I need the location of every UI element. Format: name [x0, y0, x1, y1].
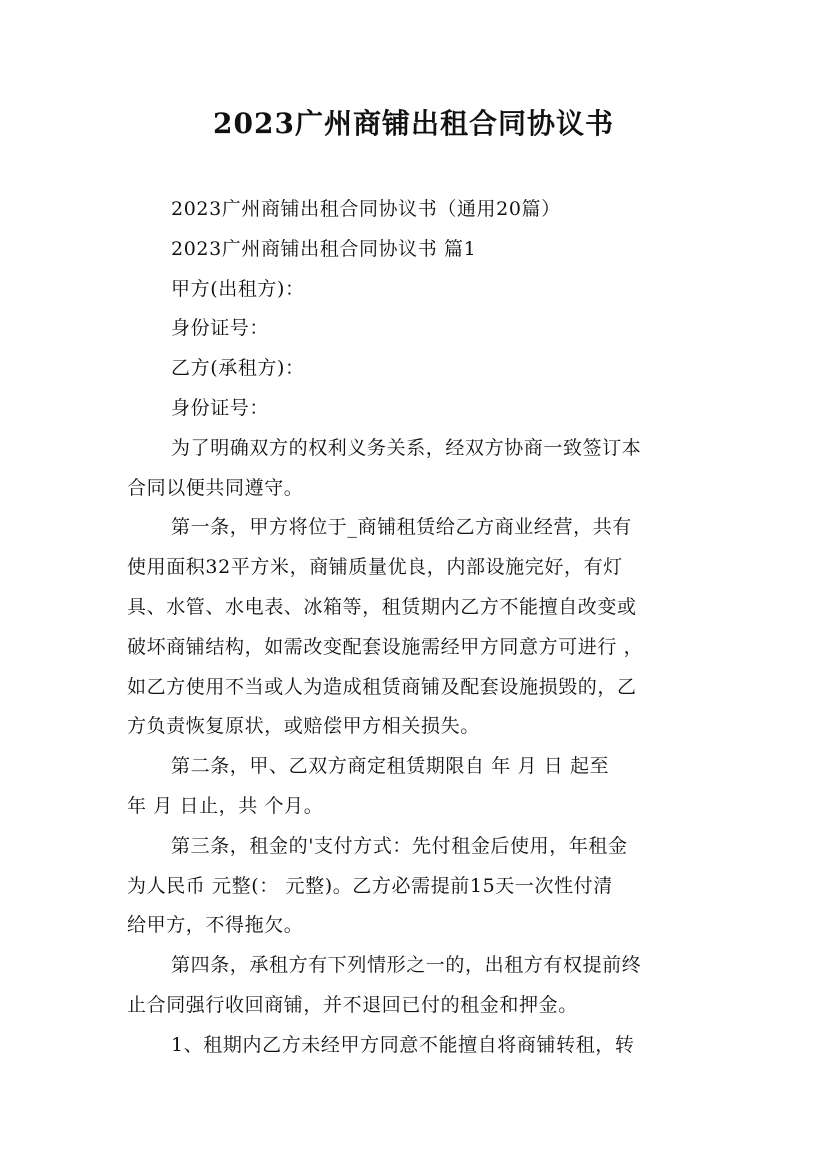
text-line: 乙方(承租方)： — [171, 357, 305, 380]
text-line: 给甲方，不得拖欠。 — [127, 914, 304, 937]
text-line: 止合同强行收回商铺，并不退回已付的租金和押金。 — [127, 993, 578, 1016]
text-line: 使用面积32平方米，商铺质量优良，内部设施完好，有灯 — [127, 556, 623, 579]
text-line: 为了明确双方的权利义务关系，经双方协商一致签订本 — [171, 436, 642, 459]
document-body — [127, 190, 701, 1066]
text-line: 甲方(出租方)： — [171, 277, 305, 300]
text-line: 2023广州商铺出租合同协议书 篇1 — [171, 237, 477, 260]
text-line: 身份证号： — [171, 396, 270, 419]
text-line: 身份证号： — [171, 317, 270, 340]
text-line: 合同以便共同遵守。 — [127, 476, 304, 499]
text-line: 2023广州商铺出租合同协议书（通用20篇） — [171, 198, 561, 220]
text-line: 为人民币 元整(： 元整)。乙方必需提前15天一次性付清 — [127, 874, 613, 897]
text-line: 第二条，甲、乙双方商定租赁期限自 年 月 日 起至 — [171, 755, 610, 778]
text-line: 具、水管、水电表、冰箱等，租赁期内乙方不能擅自改变或 — [127, 595, 637, 618]
text-line: 第四条，承租方有下列情形之一的，出租方有权提前终 — [171, 954, 642, 977]
document-title: 2023广州商铺出租合同协议书 — [213, 107, 614, 140]
text-line: 第一条，甲方将位于_商铺租赁给乙方商业经营，共有 — [171, 516, 632, 539]
text-line: 破坏商铺结构，如需改变配套设施需经甲方同意方可进行 ， — [127, 635, 644, 658]
text-line: 方负责恢复原状，或赔偿甲方相关损失。 — [127, 715, 480, 738]
text-line: 第三条，租金的'支付方式：先付租金后使用，年租金 — [171, 834, 628, 857]
text-line: 1、租期内乙方未经甲方同意不能擅自将商铺转租，转 — [171, 1033, 635, 1056]
text-line: 年 月 日止，共 个月。 — [127, 794, 324, 817]
text-line: 如乙方使用不当或人为造成租赁商铺及配套设施损毁的，乙 — [127, 675, 637, 698]
